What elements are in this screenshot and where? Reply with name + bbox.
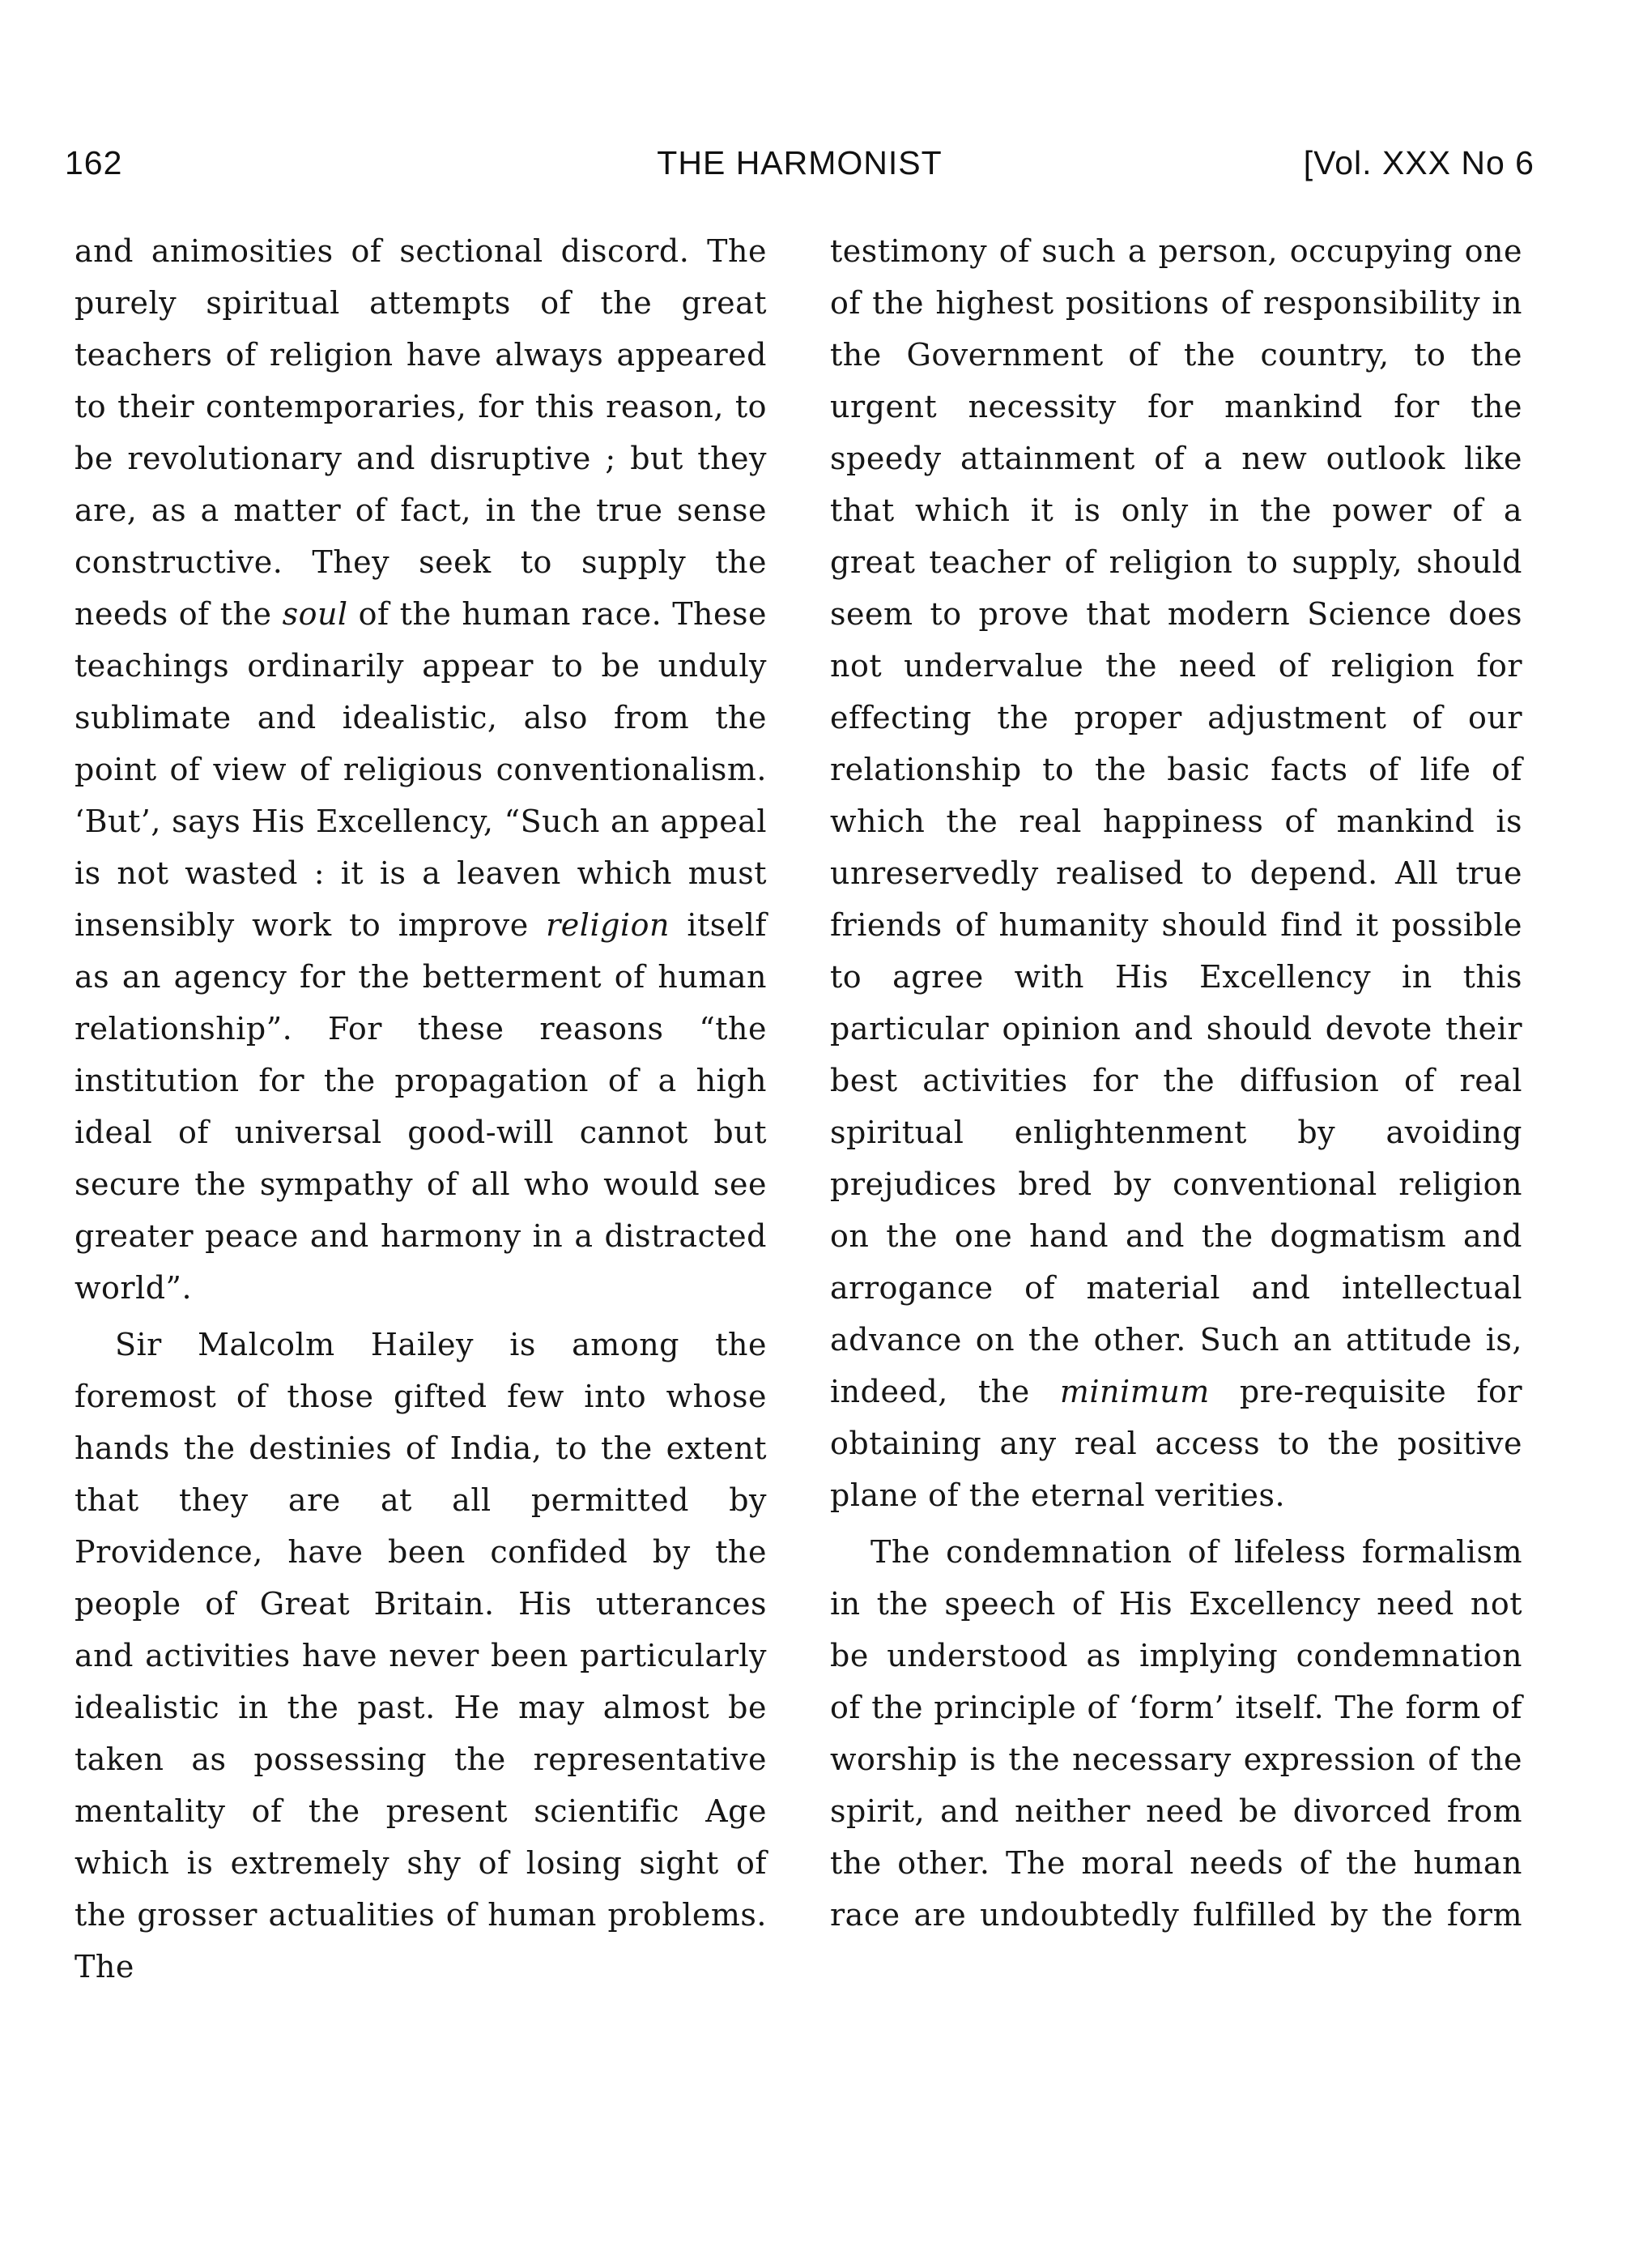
paragraph-sir-malcolm-hailey: Sir Malcolm Hailey is among the foremost of those gifted few into whose hands the destinies of India, to the extent that they are at all permitted by Providence, have been confided by the people of Great Britain. His utterances and activities have never been particularly idealistic in the past. He may almost be taken as possessing the representative mentality of the present scientific Age which is extremely shy of losing sight of the grosser actualities of human problems. The: [74, 1327, 767, 1985]
running-title: THE HARMONIST: [657, 144, 943, 181]
italic-word: minimum: [1059, 1374, 1210, 1409]
paragraph-testimony: [830, 225, 1522, 1521]
page-header: [65, 144, 1534, 193]
volume-info: [Vol. XXX No 6: [1303, 144, 1534, 181]
italic-word: religion: [546, 907, 670, 943]
text-segment: itself as an agency for the betterment of human relationship”. For these reasons “the institution for the propagation of a high ideal of universal good-will cannot but secure the sympathy of all who would see greater peace and harmony in a distracted world”.: [74, 907, 767, 1306]
text-segment: of the human race. These teachings ordinarily appear to be unduly sublimate and idealistic, also from the point of view of religious conventionalism. ‘But’, says His Excellency, “Such an appeal is not wasted : it is a leaven which must insensibly work to improve: [74, 596, 767, 943]
italic-word: soul: [282, 596, 348, 632]
text-segment: pre-requisite for obtaining any real access to the positive plane of the eternal verities.: [830, 1374, 1522, 1513]
paragraph-condemnation: The condemnation of lifeless formalism in the speech of His Excellency need not be understood as implying condemnation of the principle of ‘form’ itself. The form of worship is the necessary expression of the spirit, and neither need be divorced from the other. The moral needs of the human race are undoubtedly fulfilled by the form: [830, 1534, 1522, 1933]
page-number: 162: [65, 144, 123, 181]
text-segment: and animosities of sectional discord. The purely spiritual attempts of the great teachers of religion have always appeared to their contemporaries, for this reason, to be revolutionary and disruptive ; but they are, as a matter of fact, in the true sense constructive. They seek to supply the needs of the: [74, 233, 767, 632]
left-column: [74, 225, 767, 1993]
right-column: [830, 225, 1522, 1941]
paragraph-continued: [74, 225, 767, 1314]
text-segment: testimony of such a person, occupying one of the highest positions of responsibility in the Government of the country, to the urgent necessity for mankind for the speedy attainment of a new outlook like that which it is only in the power of a great teacher of religion to supply, should seem to prove that modern Science does not undervalue the need of religion for effecting the proper adjustment of our relationship to the basic facts of life of which the real happiness of mankind is unreservedly realised to depend. All true friends of humanity should find it possible to agree with His Excellency in this particular opinion and should devote their best activities for the diffusion of real spiritual enlightenment by avoiding prejudices bred by conventional religion on the one hand and the dogmatism and arrogance of material and intellectual advance on the other. Such an attitude is, indeed, the: [830, 233, 1522, 1409]
